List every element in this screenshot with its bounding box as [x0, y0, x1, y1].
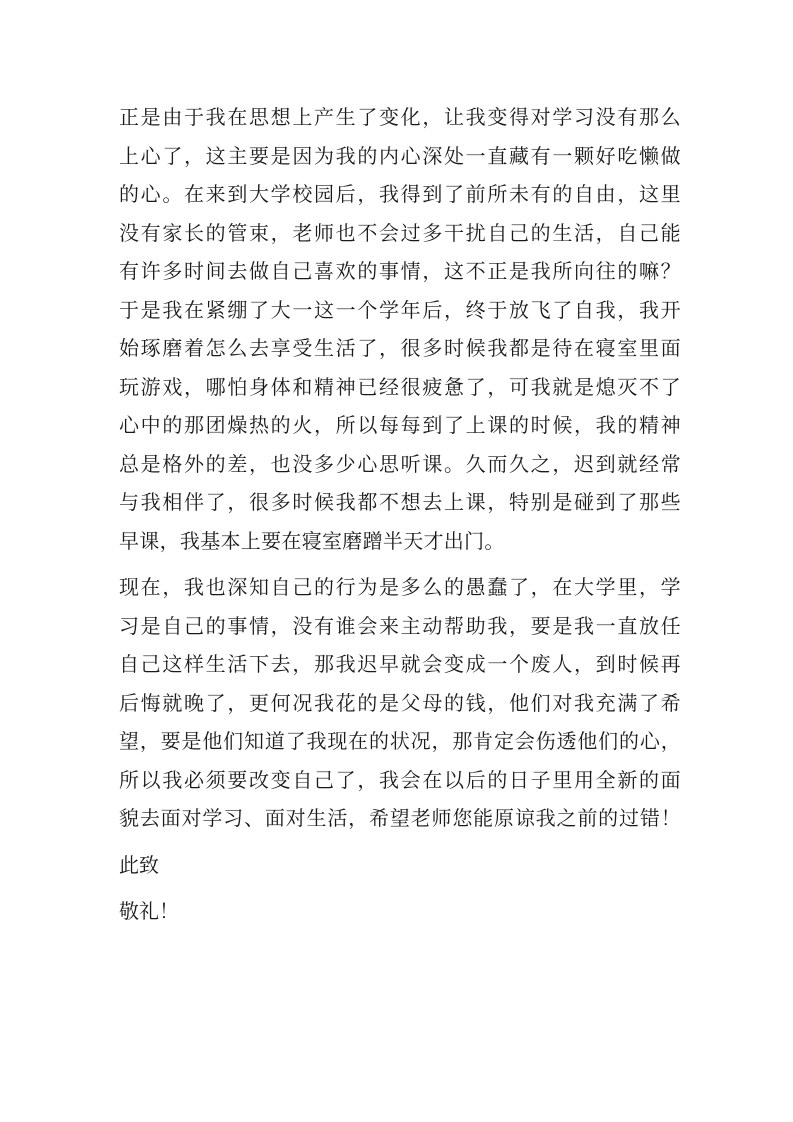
- text-line: 上心了，这主要是因为我的内心深处一直藏有一颗好吃懒做: [119, 143, 681, 168]
- text-line: 总是格外的差，也没多少心思听课。久而久之，迟到就经常: [119, 451, 681, 476]
- text-line: 心中的那团燥热的火，所以每每到了上课的时候，我的精神: [119, 413, 681, 437]
- text-line: 有许多时间去做自己喜欢的事情，这不正是我所向往的嘛？: [119, 259, 681, 283]
- text-line: 后悔就晚了，更何况我花的是父母的钱，他们对我充满了希: [119, 690, 681, 715]
- paragraph-2: [119, 568, 681, 838]
- text-line: 望，要是他们知道了我现在的状况，那肯定会伤透他们的心，: [119, 729, 681, 753]
- text-line: 貌去面对学习、面对生活，希望老师您能原谅我之前的过错！: [119, 806, 681, 830]
- text-line: 于是我在紧绷了大一这一个学年后，终于放飞了自我，我开: [119, 297, 681, 322]
- text-line: 正是由于我在思想上产生了变化，让我变得对学习没有那么: [119, 105, 681, 129]
- paragraph-1: [119, 98, 681, 560]
- text-line: 早课，我基本上要在寝室磨蹭半天才出门。: [119, 528, 505, 553]
- text-line: 的心。在来到大学校园后，我得到了前所未有的自由，这里: [119, 182, 681, 206]
- text-line: 玩游戏，哪怕身体和精神已经很疲惫了，可我就是熄灭不了: [119, 374, 681, 399]
- text-line: 与我相伴了，很多时候我都不想去上课，特别是碰到了那些: [119, 490, 681, 514]
- text-line: 没有家长的管束，老师也不会过多干扰自己的生活，自己能: [119, 220, 681, 245]
- text-line: 现在，我也深知自己的行为是多么的愚蠢了，在大学里，学: [119, 575, 681, 599]
- text-line: 始琢磨着怎么去享受生活了，很多时候我都是待在寝室里面: [119, 336, 681, 360]
- closing-phrase: 此致: [119, 852, 159, 877]
- salutation: 敬礼！: [119, 899, 179, 923]
- text-line: 自己这样生活下去，那我迟早就会变成一个废人，到时候再: [119, 652, 681, 676]
- text-line: 所以我必须要改变自己了，我会在以后的日子里用全新的面: [119, 767, 681, 792]
- letter-body: [119, 98, 681, 939]
- text-line: 习是自己的事情，没有谁会来主动帮助我，要是我一直放任: [119, 613, 681, 638]
